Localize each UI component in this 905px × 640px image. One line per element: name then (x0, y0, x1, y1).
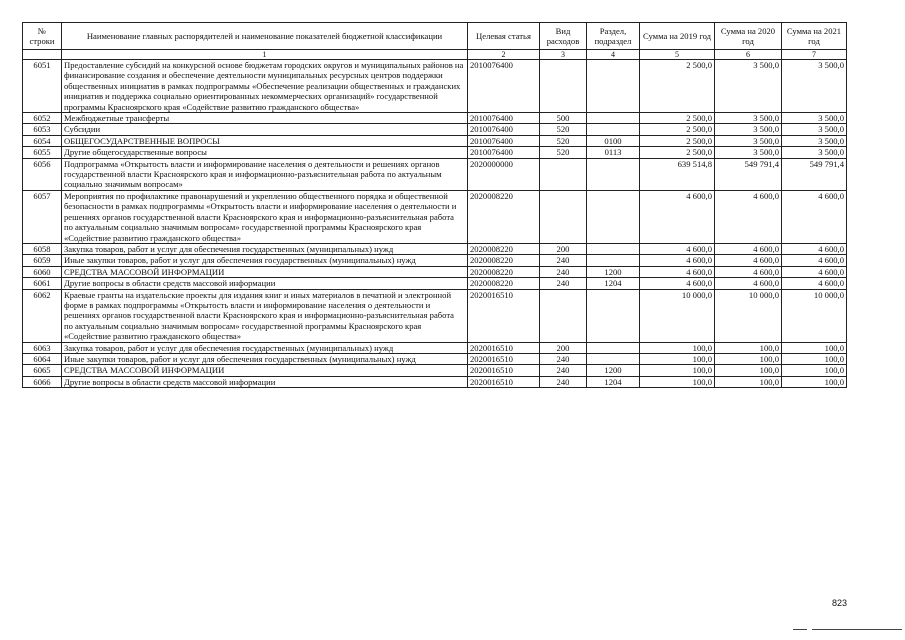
row-number: 6053 (23, 124, 62, 135)
header-name: Наименование главных распорядителей и наименование показателей бюджетной классификации (62, 23, 468, 50)
table-row (23, 266, 847, 277)
row-sum-2020: 3 500,0 (715, 60, 782, 113)
row-target-article: 2010076400 (468, 60, 540, 113)
table-row (23, 60, 847, 113)
table-row (23, 243, 847, 254)
row-name: Другие вопросы в области средств массовой информации (62, 278, 468, 289)
row-sum-2019: 100,0 (640, 353, 715, 364)
row-expense-type: 520 (540, 124, 587, 135)
row-section: 0100 (587, 135, 640, 146)
row-section (587, 60, 640, 113)
row-number: 6056 (23, 158, 62, 190)
row-number: 6058 (23, 243, 62, 254)
column-number: 2 (468, 50, 540, 60)
row-sum-2020: 4 600,0 (715, 255, 782, 266)
row-expense-type (540, 60, 587, 113)
row-sum-2021: 3 500,0 (782, 60, 847, 113)
row-name: Межбюджетные трансферты (62, 113, 468, 124)
row-sum-2021: 4 600,0 (782, 243, 847, 254)
row-sum-2020: 4 600,0 (715, 243, 782, 254)
row-target-article: 2020016510 (468, 342, 540, 353)
row-expense-type (540, 190, 587, 243)
row-sum-2020: 10 000,0 (715, 289, 782, 342)
row-expense-type (540, 289, 587, 342)
column-number: 5 (640, 50, 715, 60)
header-section: Раздел, подраздел (587, 23, 640, 50)
row-expense-type: 520 (540, 135, 587, 146)
row-sum-2019: 4 600,0 (640, 243, 715, 254)
row-sum-2020: 4 600,0 (715, 190, 782, 243)
row-sum-2019: 2 500,0 (640, 113, 715, 124)
row-number: 6054 (23, 135, 62, 146)
header-row-number: № строки (23, 23, 62, 50)
row-name: Другие общегосударственные вопросы (62, 147, 468, 158)
table-row (23, 278, 847, 289)
table-row (23, 135, 847, 146)
row-name: Подпрограмма «Открытость власти и информирование населения о деятельности и решениях органов государственной власти Красноярского края и информационно-разъяснительная работа по актуальным социально значимым вопросам» (62, 158, 468, 190)
column-number: 4 (587, 50, 640, 60)
row-number: 6062 (23, 289, 62, 342)
row-sum-2020: 100,0 (715, 365, 782, 376)
header-row (23, 23, 847, 50)
row-sum-2021: 3 500,0 (782, 113, 847, 124)
header-expense-type: Вид расходов (540, 23, 587, 50)
row-name: Мероприятия по профилактике правонарушений и укреплению общественного порядка и общественной безопасности в рамках подпрограммы «Открытость власти и информирование населения о деятельности и решениях органов государственной власти Красноярского края и информационно-разъяснительная работа по актуальным социально значимым вопросам» государственной программы Красноярского края «Содействие развитию гражданского общества» (62, 190, 468, 243)
row-name: СРЕДСТВА МАССОВОЙ ИНФОРМАЦИИ (62, 365, 468, 376)
row-section: 1200 (587, 266, 640, 277)
header-sum-2019: Сумма на 2019 год (640, 23, 715, 50)
row-expense-type: 240 (540, 278, 587, 289)
row-name: Иные закупки товаров, работ и услуг для обеспечения государственных (муниципальных) нужд (62, 353, 468, 364)
table-row (23, 124, 847, 135)
row-expense-type (540, 158, 587, 190)
row-name: Краевые гранты на издательские проекты для издания книг и иных материалов в печатной и электронной форме в рамках подпрограммы «Открытость власти и информирование населения о деятельности и решениях органов государственной власти Красноярского края и информационно-разъяснительная работа по актуальным социально значимым вопросам» государственной программы Красноярского края «Содействие развитию гражданского общества» (62, 289, 468, 342)
row-section (587, 190, 640, 243)
column-number-row (23, 50, 847, 60)
row-section (587, 255, 640, 266)
table-row (23, 147, 847, 158)
row-name: Закупка товаров, работ и услуг для обеспечения государственных (муниципальных) нужд (62, 243, 468, 254)
row-section: 1204 (587, 376, 640, 387)
row-target-article: 2010076400 (468, 124, 540, 135)
row-number: 6051 (23, 60, 62, 113)
row-number: 6055 (23, 147, 62, 158)
row-number: 6063 (23, 342, 62, 353)
row-sum-2019: 4 600,0 (640, 266, 715, 277)
row-sum-2021: 3 500,0 (782, 147, 847, 158)
row-sum-2019: 2 500,0 (640, 135, 715, 146)
row-number: 6052 (23, 113, 62, 124)
row-number: 6057 (23, 190, 62, 243)
row-name: Предоставление субсидий на конкурсной основе бюджетам городских округов и муниципальных районов на финансирование создания и обеспечение деятельности муниципальных ресурсных центров поддержки общественных инициатив в рамках подпрограммы «Обеспечение реализации общественных и гражданских инициатив и поддержка социально ориентированных некоммерческих организаций» государственной программы Красноярского края «Содействие развитию гражданского общества» (62, 60, 468, 113)
row-target-article: 2020016510 (468, 376, 540, 387)
row-sum-2019: 100,0 (640, 376, 715, 387)
table-row (23, 365, 847, 376)
row-sum-2020: 3 500,0 (715, 147, 782, 158)
column-number: 3 (540, 50, 587, 60)
table-row (23, 376, 847, 387)
row-number: 6066 (23, 376, 62, 387)
row-target-article: 2010076400 (468, 147, 540, 158)
row-expense-type: 200 (540, 243, 587, 254)
row-sum-2020: 4 600,0 (715, 278, 782, 289)
row-number: 6060 (23, 266, 62, 277)
row-sum-2020: 100,0 (715, 353, 782, 364)
row-sum-2021: 3 500,0 (782, 124, 847, 135)
table-row (23, 190, 847, 243)
row-sum-2021: 4 600,0 (782, 190, 847, 243)
row-sum-2021: 4 600,0 (782, 278, 847, 289)
row-sum-2020: 549 791,4 (715, 158, 782, 190)
row-sum-2021: 100,0 (782, 365, 847, 376)
row-sum-2019: 10 000,0 (640, 289, 715, 342)
row-target-article: 2010076400 (468, 113, 540, 124)
row-section (587, 289, 640, 342)
row-expense-type: 240 (540, 353, 587, 364)
row-sum-2021: 10 000,0 (782, 289, 847, 342)
row-name: ОБЩЕГОСУДАРСТВЕННЫЕ ВОПРОСЫ (62, 135, 468, 146)
row-sum-2019: 2 500,0 (640, 60, 715, 113)
table-row (23, 158, 847, 190)
column-number: 6 (715, 50, 782, 60)
table-row (23, 289, 847, 342)
row-sum-2021: 4 600,0 (782, 255, 847, 266)
row-sum-2021: 100,0 (782, 376, 847, 387)
row-sum-2019: 2 500,0 (640, 124, 715, 135)
row-sum-2020: 100,0 (715, 342, 782, 353)
row-sum-2021: 100,0 (782, 353, 847, 364)
row-section (587, 353, 640, 364)
row-section: 1200 (587, 365, 640, 376)
row-name: Иные закупки товаров, работ и услуг для обеспечения государственных (муниципальных) нужд (62, 255, 468, 266)
row-sum-2019: 4 600,0 (640, 255, 715, 266)
row-sum-2021: 3 500,0 (782, 135, 847, 146)
row-target-article: 2020008220 (468, 255, 540, 266)
column-number: 1 (62, 50, 468, 60)
row-sum-2020: 3 500,0 (715, 113, 782, 124)
scan-artifact-line (793, 629, 807, 630)
row-name: СРЕДСТВА МАССОВОЙ ИНФОРМАЦИИ (62, 266, 468, 277)
row-expense-type: 500 (540, 113, 587, 124)
row-number: 6065 (23, 365, 62, 376)
header-sum-2021: Сумма на 2021 год (782, 23, 847, 50)
row-expense-type: 240 (540, 266, 587, 277)
scan-artifact-line (812, 629, 902, 630)
row-expense-type: 240 (540, 376, 587, 387)
row-expense-type: 240 (540, 255, 587, 266)
row-section: 1204 (587, 278, 640, 289)
column-number-blank (23, 50, 62, 60)
row-sum-2019: 639 514,8 (640, 158, 715, 190)
row-expense-type: 200 (540, 342, 587, 353)
row-section (587, 113, 640, 124)
row-expense-type: 240 (540, 365, 587, 376)
row-section (587, 243, 640, 254)
row-number: 6059 (23, 255, 62, 266)
row-sum-2019: 2 500,0 (640, 147, 715, 158)
row-sum-2019: 100,0 (640, 342, 715, 353)
header-target-article: Целевая статья (468, 23, 540, 50)
row-target-article: 2020008220 (468, 278, 540, 289)
table-row (23, 113, 847, 124)
table-row (23, 255, 847, 266)
row-sum-2020: 4 600,0 (715, 266, 782, 277)
row-section: 0113 (587, 147, 640, 158)
column-number: 7 (782, 50, 847, 60)
row-target-article: 2010076400 (468, 135, 540, 146)
row-expense-type: 520 (540, 147, 587, 158)
row-sum-2020: 100,0 (715, 376, 782, 387)
row-target-article: 2020008220 (468, 266, 540, 277)
row-sum-2021: 4 600,0 (782, 266, 847, 277)
row-target-article: 2020008220 (468, 190, 540, 243)
row-sum-2019: 100,0 (640, 365, 715, 376)
row-sum-2020: 3 500,0 (715, 124, 782, 135)
table-row (23, 353, 847, 364)
budget-table (22, 22, 847, 388)
row-target-article: 2020000000 (468, 158, 540, 190)
row-section (587, 124, 640, 135)
page-number: 823 (832, 598, 848, 608)
row-name: Другие вопросы в области средств массовой информации (62, 376, 468, 387)
row-target-article: 2020016510 (468, 365, 540, 376)
row-sum-2019: 4 600,0 (640, 190, 715, 243)
row-target-article: 2020016510 (468, 289, 540, 342)
row-number: 6064 (23, 353, 62, 364)
row-target-article: 2020008220 (468, 243, 540, 254)
row-number: 6061 (23, 278, 62, 289)
row-sum-2021: 100,0 (782, 342, 847, 353)
row-sum-2021: 549 791,4 (782, 158, 847, 190)
row-target-article: 2020016510 (468, 353, 540, 364)
row-sum-2020: 3 500,0 (715, 135, 782, 146)
header-sum-2020: Сумма на 2020 год (715, 23, 782, 50)
row-section (587, 342, 640, 353)
row-sum-2019: 4 600,0 (640, 278, 715, 289)
row-section (587, 158, 640, 190)
row-name: Субсидии (62, 124, 468, 135)
row-name: Закупка товаров, работ и услуг для обеспечения государственных (муниципальных) нужд (62, 342, 468, 353)
table-row (23, 342, 847, 353)
